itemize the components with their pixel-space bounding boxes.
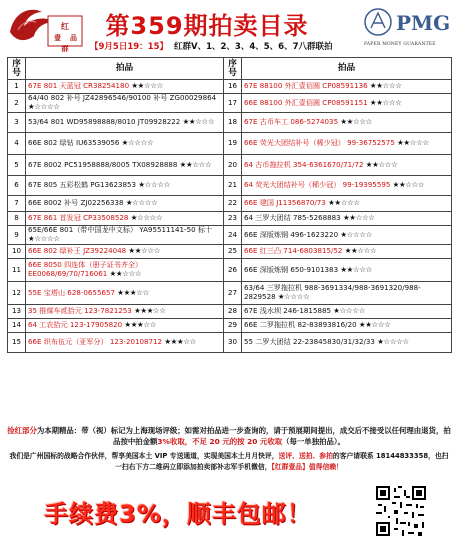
rating-stars: ★★☆☆☆ bbox=[109, 269, 142, 278]
lot-item-right-text: 63/64 三罗拖拉机 988-3691334/988-3691320/988-2829528 bbox=[244, 283, 421, 301]
lot-number-left bbox=[8, 133, 26, 155]
lot-number-left-text: 2 bbox=[14, 97, 19, 107]
svg-text:品: 品 bbox=[70, 34, 77, 42]
table-header-row bbox=[8, 58, 452, 80]
lot-item-right bbox=[242, 245, 452, 259]
lot-number-left-text: 4 bbox=[14, 138, 19, 148]
lot-number-right bbox=[224, 94, 242, 113]
lot-number-right bbox=[224, 282, 242, 305]
rating-stars: ★★☆☆☆ bbox=[344, 246, 377, 256]
lot-number-left-text: 12 bbox=[11, 287, 22, 297]
lot-number-right-text: 26 bbox=[227, 264, 238, 274]
rating-stars: ★☆☆☆☆ bbox=[277, 292, 310, 301]
lot-item-left bbox=[26, 282, 224, 305]
lot-number-right-text: 25 bbox=[227, 246, 238, 256]
svg-text:壹: 壹 bbox=[54, 34, 61, 42]
table-row bbox=[8, 80, 452, 94]
lot-item-right-text: 66E 红三凸 714-6803815/52 bbox=[244, 246, 343, 256]
lot-item-left bbox=[26, 80, 224, 94]
lot-number-right bbox=[224, 333, 242, 353]
rating-stars: ★☆☆☆☆ bbox=[340, 229, 372, 239]
lot-number-right bbox=[224, 305, 242, 319]
lot-number-right-text: 24 bbox=[227, 229, 238, 239]
lot-item-left-text: 67E 861 首发冠 CP33508528 bbox=[28, 213, 129, 223]
lot-number-left bbox=[8, 226, 26, 245]
table-row bbox=[8, 333, 452, 353]
lot-item-right-text: 67E 浅水坝 246-1815885 bbox=[244, 306, 331, 316]
table-row bbox=[8, 319, 452, 333]
logo-text: 红 bbox=[61, 22, 69, 31]
partnership-highlight: 送评、送拍、参拍 bbox=[278, 452, 333, 460]
lot-number-left bbox=[8, 196, 26, 212]
lot-item-right-text: 64 古币拖拉机 354-6361670/71/72 bbox=[244, 159, 364, 169]
table-row bbox=[8, 113, 452, 133]
lot-item-right-text: 66E 建国 J11356870/73 bbox=[244, 198, 326, 208]
col-header-item-left: 拍品 bbox=[26, 58, 224, 80]
rating-stars: ★★☆☆☆ bbox=[397, 138, 429, 148]
rating-stars: ★☆☆☆☆ bbox=[28, 234, 60, 243]
lot-item-left-text: 66E 8002 补号 ZJ02256338 bbox=[28, 198, 124, 208]
lot-item-left bbox=[26, 333, 224, 353]
lot-number-left bbox=[8, 305, 26, 319]
lot-item-right bbox=[242, 176, 452, 196]
lot-item-left bbox=[26, 245, 224, 259]
auction-lot-table bbox=[7, 57, 452, 353]
lot-item-left bbox=[26, 133, 224, 155]
lot-number-right bbox=[224, 113, 242, 133]
lot-number-right-text: 21 bbox=[227, 180, 238, 190]
table-row bbox=[8, 155, 452, 176]
rating-stars: ★★☆☆☆ bbox=[365, 159, 398, 169]
lot-number-left bbox=[8, 282, 26, 305]
lot-number-left bbox=[8, 113, 26, 133]
col-header-item-right: 拍品 bbox=[242, 58, 452, 80]
lot-number-left bbox=[8, 80, 26, 94]
lot-number-right bbox=[224, 155, 242, 176]
lot-item-left-text: 66E 8050 四连体（册子证书齐全） EE0068/69/70/716061 bbox=[28, 260, 143, 278]
table-row bbox=[8, 305, 452, 319]
rating-stars: ★★★☆☆ bbox=[164, 337, 196, 347]
lot-item-right bbox=[242, 319, 452, 333]
lot-number-left-text: 15 bbox=[11, 337, 22, 347]
lot-item-right bbox=[242, 196, 452, 212]
table-row bbox=[8, 226, 452, 245]
lot-item-right-text: 67E 古币车工 086-5274035 bbox=[244, 117, 339, 127]
lot-number-right bbox=[224, 176, 242, 196]
lot-number-left-text: 13 bbox=[11, 306, 22, 316]
table-row bbox=[8, 133, 452, 155]
lot-number-left-text: 6 bbox=[14, 180, 19, 190]
terms-highlight: 捡红部分 bbox=[7, 426, 37, 435]
svg-text:群: 群 bbox=[61, 45, 69, 53]
lot-item-left bbox=[26, 155, 224, 176]
lot-item-right-text: 66E 深版炼钢 496-1623220 bbox=[244, 229, 339, 239]
lot-number-right-text: 16 bbox=[227, 81, 238, 91]
lot-item-left bbox=[26, 176, 224, 196]
lot-number-left-text: 5 bbox=[14, 159, 19, 169]
lot-number-right-text: 23 bbox=[227, 213, 238, 223]
lot-item-right bbox=[242, 259, 452, 282]
lot-number-right bbox=[224, 319, 242, 333]
rating-stars: ★☆☆☆☆ bbox=[138, 180, 170, 190]
auction-date-line bbox=[90, 40, 350, 54]
lot-item-right bbox=[242, 226, 452, 245]
lot-number-right bbox=[224, 259, 242, 282]
rating-stars: ★★☆☆☆ bbox=[182, 117, 215, 127]
terms-fee-rule: 3%收取，不足 20 元的按 20 元收取 bbox=[157, 437, 283, 446]
lot-item-left-text: 35 推煤车贰拾元 123-7821253 bbox=[28, 306, 132, 316]
lot-item-right bbox=[242, 155, 452, 176]
rating-stars: ★★☆☆☆ bbox=[342, 213, 375, 223]
lot-item-left-text: 67E 805 五彩松鹤 PG13623853 bbox=[28, 180, 137, 190]
lot-item-right bbox=[242, 80, 452, 94]
lot-item-right-text: 64 荧光大团结补号（稀少冠） 99-19395595 bbox=[244, 180, 391, 190]
lot-number-right-text: 27 bbox=[227, 287, 238, 297]
page-title: 第359期拍卖目录 bbox=[105, 12, 309, 40]
lot-number-left-text: 14 bbox=[11, 320, 22, 330]
qr-code-icon[interactable] bbox=[376, 486, 426, 536]
rating-stars: ★★☆☆☆ bbox=[358, 320, 391, 330]
lot-item-left-text: 67E 8002 PC51958888/8005 TX08928888 bbox=[28, 159, 178, 169]
lot-number-left bbox=[8, 94, 26, 113]
table-row bbox=[8, 259, 452, 282]
rating-stars: ★☆☆☆☆ bbox=[333, 306, 365, 316]
page-header bbox=[0, 0, 453, 56]
terms-fee-note: （每一单独拍品）。 bbox=[282, 437, 345, 446]
rating-stars: ★☆☆☆☆ bbox=[130, 213, 163, 223]
auction-date: 【9月5日19：15】 bbox=[90, 42, 168, 52]
lot-number-left bbox=[8, 333, 26, 353]
rating-stars: ★☆☆☆☆ bbox=[125, 198, 158, 208]
partnership-text-b: 的客户请联系 18144833358，也扫一扫右下方二维码立即添加拍卖部补志军手机微信， bbox=[115, 452, 449, 471]
lot-number-right bbox=[224, 245, 242, 259]
partnership-note bbox=[7, 451, 451, 472]
lot-item-right bbox=[242, 282, 452, 305]
rating-stars: ★★★☆☆ bbox=[117, 287, 149, 297]
rating-stars: ★★☆☆☆ bbox=[179, 159, 212, 169]
lot-number-left-text: 11 bbox=[11, 264, 22, 274]
rating-stars: ★★☆☆☆ bbox=[328, 198, 360, 208]
col-header-number-right: 序号 bbox=[224, 58, 242, 80]
lot-item-right-text: 66E 深版炼钢 650-9101383 bbox=[244, 264, 339, 274]
table-row bbox=[8, 94, 452, 113]
lot-item-left-text: 66E 802 绿钻 IU63539056 bbox=[28, 138, 120, 148]
lot-item-right bbox=[242, 333, 452, 353]
lot-item-left bbox=[26, 196, 224, 212]
notes-section bbox=[7, 425, 451, 472]
lot-item-right bbox=[242, 305, 452, 319]
lot-item-right-text: 66E 荧光大团结补号（稀少冠） 99-36752575 bbox=[244, 138, 395, 148]
rating-stars: ★★☆☆☆ bbox=[369, 97, 402, 107]
lot-number-right-text: 29 bbox=[227, 320, 238, 330]
lot-number-left bbox=[8, 245, 26, 259]
terms-note bbox=[7, 425, 451, 447]
lot-item-right-text: 66E 88100 外汇壹佰圆 CP08591151 bbox=[244, 97, 368, 107]
pmg-logo-text: PMG bbox=[396, 11, 450, 35]
lot-number-right-text: 30 bbox=[227, 337, 238, 347]
lot-number-left-text: 8 bbox=[14, 213, 19, 223]
lot-number-right-text: 22 bbox=[227, 198, 238, 208]
rating-stars: ★★☆☆☆ bbox=[392, 180, 425, 190]
lot-item-right-text: 67E 88100 外汇壹佰圆 CP08591136 bbox=[244, 81, 368, 91]
lot-item-right-text: 64 三罗大团结 785-5268883 bbox=[244, 213, 341, 223]
lot-number-left-text: 7 bbox=[14, 198, 19, 208]
lot-item-right-text: 66E 二罗拖拉机 82-83893816/20 bbox=[244, 320, 357, 330]
lot-number-right bbox=[224, 196, 242, 212]
lot-number-left bbox=[8, 155, 26, 176]
group-line: 红群V、1、2、3、4、5、6、7八群联拍 bbox=[174, 42, 333, 52]
rating-stars: ★★☆☆☆ bbox=[128, 246, 161, 256]
lot-number-left bbox=[8, 259, 26, 282]
lot-item-left-text: 67E 801 天蓝冠 CR38254180 bbox=[28, 81, 130, 91]
lot-number-right-text: 19 bbox=[227, 138, 238, 148]
lot-item-left-text: 64/40 802 补号 JZ42896546/90100 补号 ZG00029864 bbox=[28, 93, 217, 103]
lot-number-left-text: 9 bbox=[14, 229, 19, 239]
lot-item-right bbox=[242, 113, 452, 133]
lot-item-left bbox=[26, 226, 224, 245]
terms-text: 为本期精品：带（视）标记为上海现场评级；如需对拍品进一步查询的，请于预展期间提出，成交后不接受以任何理由退货，拍品按中拍金额 bbox=[36, 426, 451, 446]
lot-item-left-text: 55E 宝塔山 628-0655657 bbox=[28, 287, 115, 297]
rating-stars: ★★☆☆☆ bbox=[340, 264, 372, 274]
lot-item-left bbox=[26, 305, 224, 319]
lot-item-left bbox=[26, 94, 224, 113]
lot-item-right bbox=[242, 94, 452, 113]
lot-number-left bbox=[8, 212, 26, 226]
lot-number-left-text: 3 bbox=[14, 117, 19, 127]
table-row bbox=[8, 282, 452, 305]
rating-stars: ★☆☆☆☆ bbox=[28, 102, 60, 111]
table-row bbox=[8, 212, 452, 226]
lot-item-left-text: 66E 802 绿补王 JZ39224048 bbox=[28, 246, 127, 256]
red-dragon-logo-icon bbox=[4, 2, 84, 54]
lot-item-left bbox=[26, 259, 224, 282]
rating-stars: ★★☆☆☆ bbox=[131, 81, 163, 91]
lot-item-right-text: 55 二罗大团结 22-23845830/31/32/33 bbox=[244, 337, 375, 347]
lot-number-right-text: 18 bbox=[227, 117, 238, 127]
table-row bbox=[8, 245, 452, 259]
rating-stars: ★★☆☆☆ bbox=[369, 81, 402, 91]
lot-item-left-text: 66E 织布伍元（亚军分） 123-20108712 bbox=[28, 337, 163, 347]
lot-item-left bbox=[26, 113, 224, 133]
partnership-text-a: 我们是广州国标的战略合作伙伴，帮享美国本土 VIP 专送通道，实现美国本土月月快评， bbox=[9, 452, 279, 460]
lot-item-left-text: 53/64 801 WD95898888/8010 JT09928222 bbox=[28, 117, 181, 127]
lot-number-left bbox=[8, 176, 26, 196]
lot-number-right-text: 28 bbox=[227, 306, 238, 316]
pmg-tagline: PAPER MONEY GUARANTEE bbox=[364, 42, 436, 47]
fee-banner: 手续费3%，顺丰包邮！ bbox=[44, 500, 312, 528]
rating-stars: ★★★☆☆ bbox=[124, 320, 157, 330]
lot-number-left-text: 10 bbox=[11, 246, 22, 256]
lot-item-right bbox=[242, 133, 452, 155]
lot-number-left bbox=[8, 319, 26, 333]
lot-number-right bbox=[224, 133, 242, 155]
rating-stars: ★☆☆☆☆ bbox=[121, 138, 154, 148]
lot-number-right bbox=[224, 212, 242, 226]
lot-number-right-text: 17 bbox=[227, 97, 238, 107]
lot-number-right bbox=[224, 226, 242, 245]
col-header-number-left: 序号 bbox=[8, 58, 26, 80]
lot-number-right-text: 20 bbox=[227, 159, 238, 169]
rating-stars: ★☆☆☆☆ bbox=[377, 337, 409, 347]
lot-item-left-text: 65E/66E 801（带中国龙中文标） YA95511141-50 标十 bbox=[28, 225, 213, 235]
table-row bbox=[8, 176, 452, 196]
lot-number-left-text: 1 bbox=[14, 81, 19, 91]
lot-item-left bbox=[26, 319, 224, 333]
rating-stars: ★★★☆☆ bbox=[134, 306, 166, 316]
lot-item-left-text: 64 工农拾元 123-17905820 bbox=[28, 320, 123, 330]
rating-stars: ★★☆☆☆ bbox=[340, 117, 372, 127]
lot-number-right bbox=[224, 80, 242, 94]
table-row bbox=[8, 196, 452, 212]
lot-item-right bbox=[242, 212, 452, 226]
partnership-brand: 【红群壹品】值得信赖！ bbox=[271, 462, 343, 471]
lot-item-left bbox=[26, 212, 224, 226]
